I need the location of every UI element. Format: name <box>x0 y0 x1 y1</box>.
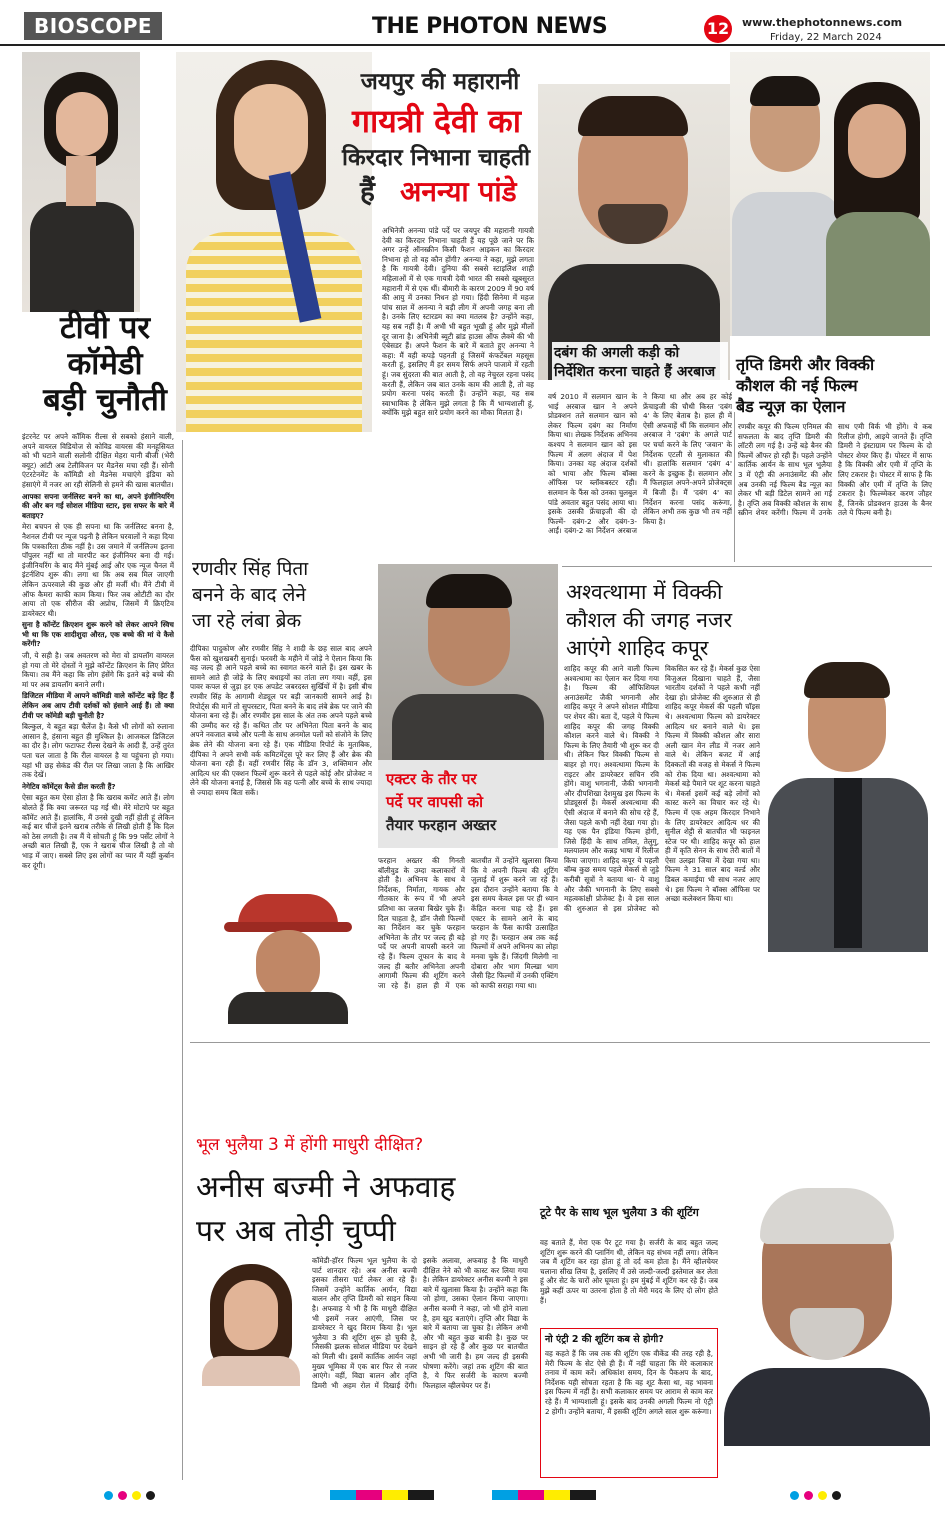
bhool-divider <box>190 1042 930 1043</box>
ananya-headline-line2: गायत्री देवी का <box>352 102 522 140</box>
color-mark <box>146 1491 155 1500</box>
column-rule <box>182 440 183 1480</box>
farhan-headline: एक्टर के तौर पर पर्दे पर वापसी को तैयार फरहान अख्तर <box>386 770 497 834</box>
print-color-marks <box>0 1484 945 1508</box>
color-mark <box>382 1490 408 1500</box>
color-mark <box>104 1491 113 1500</box>
bhool-headline: अनीस बज्मी ने अफवाह पर अब तोड़ी चुप्पी <box>196 1170 456 1249</box>
shahid-body: शाहिद कपूर की आने वाली फिल्म अश्वत्थामा का ऐलान कर दिया गया है। फिल्म की ऑफिशियल अनाउंसमेंट जैकी भगनानी और शाहिद कपूर ने अपने सोशल मीडिया पर शेयर की। बता दें, पहले ये फिल्म शाहिद कपूर की जगह विक्की कौशल करने वाले थे। विक्की ने फिल्म के लिए तैयारी भी शुरू कर दी थी। लेकिन फिर विक्की फिल्म से बाहर हो गए। अश्वत्थामा फिल्म के राइटर और डायरेक्टर सचिन रवि होंगे। वाशु भगनानी, जैकी भगनानी और दीपशिखा देशमुख इस फिल्म के प्रोड्यूसर्स हैं। मेकर्स अश्वत्थामा की ऐसी अंदाज में बनाने की सोच रहे हैं, जैसा पहले कभी नहीं देखा गया हो। यह एक पैन इंडिया फिल्म होगी, जिसे हिंदी के साथ तमिल, तेलुगु, मलयालम और कन्नड़ भाषा में रिलीज किया जाएगा। शाहिद कपूर ये पहली बॉम्ब कुछ समय पहले मेकर्स से जुड़े करीबी सूत्रों ने बताया था- ये वाशु और जैकी भगनानी के लिए सबसे महत्वकांक्षी प्रोजेक्ट है। वे इस साल की शुरुआत से इस प्रोजेक्ट को विकसित कर रहे हैं। मेकर्स कुछ ऐसा विजुअल दिखाना चाहते हैं, जैसा भारतीय दर्शकों ने पहले कभी नहीं देखा हो। प्रोजेक्ट की शुरुआत से ही शाहिद कपूर मेकर्स की पहली चॉइस थे। अश्वत्थामा फिल्म को डायरेक्टर आदित्य धर बनाने वाले थे। इस फिल्म में विक्की कौशल और सारा अली खान मेन लीड में नजर आने वाले थे। लेकिन बजट में आई दिक्कतों की वजह से मेकर्स ने फिल्म को रोक दिया था। अश्वत्थामा को मेकर्स बड़े पैमाने पर शूट करना चाहते थे। मेकर्स इसमें कई बड़े लोगों को कास्ट करने का विचार कर रहे थे। फिल्म में एक अहम किरदार निभाने के लिए डायरेक्टर आदित्य धर की सुनील शेट्टी से बातचीत भी फाइनल स्टेज पर थी। शाहिद कपूर को हाल ही में कृति सेनन के साथ तेरी बातों में ऐसा उलझा जिया में देखा गया था। फिल्म ने 31 साल बाद वर्ल्ड और डिबल कमाईया भी साथ नजर आए थे। इस फिल्म ने बॉक्स ऑफिस पर अच्छा कलेक्शन किया था। <box>564 664 760 913</box>
color-mark <box>132 1491 141 1500</box>
bhool-kicker: भूल भुलैया 3 में होंगी माधुरी दीक्षित? <box>196 1135 424 1155</box>
bhool-body-2: वह बताते हैं, मेरा एक पैर टूट गया है। सर्जरी के बाद बहुत जल्द शूटिंग शुरू करने की प्लानिंग थी, लेकिन यह संभव नहीं लगा। लेकिन जब मैं शूटिंग कर रहा होता हूं तो दर्द कम होता है। मैंने व्हीलचेयर चलाना सीख लिया है, इसलिए मैं उसे जल्दी-जल्दी इस्तेमाल कर लेता हूं और सेट के चारों ओर घूमता हूं। हम मुंबई में शूटिंग कर रहे हैं। जब मुझे कहीं ऊपर या उतरना होता है तो मेरी मदद के लिए दो लोग होते हैं। <box>540 1238 718 1305</box>
arbaaz-body: वर्ष 2010 में सलमान खान के भाई अरबाज खान ने अपने प्रोडक्शन तले सलमान खान को लेकर फिल्म दबंग का निर्माण किया था। लेखक निर्देशक अभिनव कश्यप ने सलमान खान को इस फिल्म में अलग अंदाज में पेश किया। उनका यह अंदाज दर्शकों को भाया और फिल्म बॉक्स ऑफिस पर ब्लॉकबस्टर रही। सलमान के फैंस को उनका चुलबुल पांडे अवतार बहुत पसंद आया था। इसके उसकी फ्रेंचाइजी की दो फिल्में- दबंग-2 और दबंग-3-आईं। दबंग-2 का निर्देशन अरबाज ने किया था और अब हर कोई फ्रेंचाइजी की चौथी किस्त 'दबंग 4' के लिए बेताब है। हाल ही में ऐसी अफवाहें थीं कि सलमान और अरबाज ने 'दबंग' के अगले पार्ट पर चर्चा करने के लिए 'जवान' के निर्देशक एटली से मुलाकात की थी। हालांकि सलमान 'दबंग 4' करने के इच्छुक हैं। सलमान और मैं फिलहाल अपने-अपने प्रोजेक्ट्स में बिजी हैं। मैं 'दबंग 4' का निर्देशन करना पसंद करूंगा, लेकिन अभी तक कुछ भी तय नहीं किया है। <box>548 392 732 536</box>
madhuri-photo <box>196 1256 306 1386</box>
arbaaz-photo <box>538 84 730 380</box>
shahid-photo <box>748 652 938 952</box>
tv-comedy-headline: टीवी पर कॉमेडी बड़ी चुनौती <box>43 310 167 418</box>
site-url[interactable]: www.thephotonnews.com <box>742 16 903 29</box>
bhool-subhead: टूटे पैर के साथ भूल भुलैया 3 की शूटिंग <box>540 1206 699 1219</box>
color-mark <box>544 1490 570 1500</box>
shahid-headline: अश्वत्थामा में विक्की कौशल की जगह नजर आएंगे शाहिद कपूर <box>566 580 733 660</box>
page-number-badge: 12 <box>704 15 732 43</box>
saloni-photo <box>22 52 140 312</box>
ananya-headline-line4b: अनन्या पांडे <box>400 175 517 208</box>
tripti-body: रणबीर कपूर की फिल्म एनिमल की सफलता के बाद तृप्ति डिमरी की लॉटरी लग गई है। उन्हें बड़े बैनर की फिल्में ऑफर हो रही हैं। पहले उन्होंने कार्तिक आर्यन के साथ भूल भुलैया 3 में एंट्री की अनाउंसमेंट की और अब उनकी नई फिल्म बैड न्यूज़ का लेकर भी बड़ी डिटेल सामने आ गई है। तृप्ति अब विक्की कौशल के साथ स्क्रीन शेयर करेंगी। फिल्म में उनके साथ एमी विर्क भी होंगे। ये कब रिलीज होगी, आइये जानते हैं। तृप्ति डिमरी ने इंस्टाग्राम पर फिल्म के दो पोस्टर शेयर किए हैं। पोस्टर में साफ है कि विक्की और एमी में तृप्ति के लिए टकरार है। पोस्टर में साफ है कि विक्की और एमी में तृप्ति के लिए टकरार है। फिल्म्मेकर करण जौहर हैं, जिनके प्रोडक्शन हाउस के बैनर तले ये फिल्म बनी है। <box>738 422 932 518</box>
farhan-body: फरहान अख्तर की गिनती बॉलीवुड के उम्दा कलाकारों में होती है। अभिनय के साथ वे निर्देशक, निर्माता, गायक और गीतकार के रूप में भी अपने प्रतिभा का जलवा बिखेर चुके हैं। दिल चाहता है, डॉन जैसी फिल्मों का निर्देशन कर चुके फरहान अभिनेता के तौर पर जल्द ही बड़े पर्दे पर अपनी वापसी करने जा रहे हैं। फिल्म तूफान के बाद वे जल्द ही बतौर अभिनेता अपनी आगामी फिल्म की शूटिंग करने जा रहे हैं। हाल ही में एक बातचीत में उन्होंने खुलासा किया कि वे अपनी फिल्म की शूटिंग जुलाई में शुरू करने जा रहे हैं। इस दौरान उन्होंने बताया कि वे इस समय केवल इस पर ही ध्यान केंद्रित करना चाह रहे हैं। इस एक्टर के सामने आने के बाद फरहान के फैंस काफी उत्साहित हो गए हैं। फरहान अब तक कई फिल्मों में अपने अभिनय का लोहा मनवा चुके हैं। जिंदगी मिलेगी ना दोबारा और भाग मिल्खा भाग जैसी हिट फिल्मों में उनकी एक्टिंग को काफी सराहा गया था। <box>378 856 558 990</box>
color-mark <box>118 1491 127 1500</box>
ranveer-headline: रणवीर सिंह पिता बनने के बाद लेने जा रहे लंबा ब्रेक <box>192 558 309 632</box>
color-mark <box>804 1491 813 1500</box>
ranveer-body: दीपिका पादुकोण और रणवीर सिंह ने शादी के छह साल बाद अपने फैंस को खुशखबरी सुनाई। फरवरी के महीने में जोड़े ने ऐलान किया कि वह जल्द ही आने पहले बच्चे का स्वागत करने वाले हैं। इस खबर के सामने आते ही जोड़े के लिए बधाइयों का तांता लग गया। वहीं, इस पावर कपल से जुड़ा हर एक अपडेट जबरदस्त सुर्खियों में है। इसी बीच रणवीर सिंह के आगामी शेड्यूल पर बड़ी जानकारी सामने आई है। रिपोर्ट्स की मानें तो सुपरस्टार, पिता बनने के बाद लंबे ब्रेक पर जाने की योजना बना रहे हैं। और रणवीर इस साल के अंत तक अपने पहले बच्चे की उम्मीद कर रहे हैं। कथित तौर पर अभिनेता पिता बनने के बाद अपने नवजात बच्चे और पत्नी के साथ अनमोल पलों को संजोने के लिए ब्रेक लेने की योजना बना रहे हैं। एक मीडिया रिपोर्ट के मुताबिक, दीपिका ने अपने सभी वर्क कमिटमेंट्स पूरे कर लिए हैं और ब्रेक की योजना बना रही हैं। वहीं रणवीर सिंह के डॉन 3, शक्तिमान और आदित्य धर की एक्शन फिल्में शुरू करने से पहले कोई और प्रोजेक्ट न लेने की योजना बनाई है, जिससे कि वह पत्नी और बच्चे के साथ ज्यादा से ज्यादा समय बिता सकें। <box>190 644 372 797</box>
tripti-vicky-photo <box>730 52 930 336</box>
bhool-body-1-cont <box>540 1140 718 1196</box>
tripti-headline: तृप्ति डिमरी और विक्की कौशल की नई फिल्म बैड न्यूज़ का ऐलान <box>736 355 875 416</box>
color-mark <box>408 1490 434 1500</box>
color-mark <box>518 1490 544 1500</box>
color-mark <box>492 1490 518 1500</box>
column-rule <box>562 566 932 567</box>
issue-date: Friday, 22 March 2024 <box>770 32 882 43</box>
section-tag: BIOSCOPE <box>24 12 162 40</box>
no-entry-box-body: वह कहते हैं कि जब तक की शूटिंग एक वीकेंड की तरह रही है, मेरी फिल्म के सेट ऐसे ही हैं। मैं नहीं चाहता कि मेरे कलाकार तनाव में काम करें। अधिकांश समय, दिन के पैकअप के बाद, निर्देशक यही सोचता रहता है कि वह शूट कैसा था, वह भावना इस फिल्म में नहीं है। सभी कलाकार समय पर आराम से काम कर रहे हैं। मैं भाग्यशाली हूं। इसके बाद उनकी अगली फिल्म नो एंट्री 2 होगी। उन्होंने बताया, मैं इसकी शूटिंग अगले साल शुरू करूंगा। <box>545 1349 713 1416</box>
ananya-body: अभिनेत्री अनन्या पांडे पर्दे पर जयपुर की महारानी गायत्री देवी का किरदार निभाना चाहती हैं यह पूछे जाने पर कि अगर उन्हें ऑनस्क्रीन किसी फैशन आइकन का किरदार निभाना हो तो वह कौन होंगी? अनन्या ने कहा, मुझे लगता है कि गायत्री देवी। दुनिया की सबसे स्टाइलिश शाही महिलाओं में से एक गायत्री देवी भारत की सबसे खूबसूरत महारानी में से एक थीं। बीमारी के कारण 2009 में 90 वर्ष की आयु में उनका निधन हो गया। हिंदी सिनेमा में महज पांच साल में अनन्या ने बड़ी लीग में अपनी जगह बना ली है। उनके लिए स्टारडम का क्या मतलब है? उन्होंने कहा, यह सब नहीं है। मैं अभी भी बहुत भूखी हूं और मुझे मीलों दूर जाना है। अभिनेत्री ब्यूटी ब्रांड हाउस ऑफ लैक्मे की भी एंबेसडर हैं। अपने फैशन के बारे में बताते हुए अनन्या ने कहा: मैं वही कपड़े पहनती हूं जिसमें कंफर्टेबल महसूस करती हूं, इसलिए मैं हर समय सिर्फ अपने पाजामे में रहती हूं। जब सुंदरता की बात आती है, तो वह नेचुरल रहना पसंद करती हैं, लेकिन जब बात उनके काम की आती है, तो वह प्रयोग करना पसंद करती हैं। उन्होंने कहा, यह सब स्वाभाविक है लेकिन मुझे लगता है कि मैं भाग्यशाली हूं, क्योंकि मुझे बहुत सारे प्रयोग करने का मौका मिलता है। <box>382 226 534 418</box>
color-mark <box>832 1491 841 1500</box>
tv-comedy-body: इंटरनेट पर अपने कॉमिक रील्स से सबको हंसाने वाली, अपने वायरल विडियोज से कोविड वायरस की मनहूसियत को भी घटाने वाली सलोनी दीक्षित मेहरा यानी बीजी (भेरी क्यूट) आंटी अब टेलीविजन पर मैडनेस मचा रही हैं। सोनी एंटरटेनमेंट के कॉमिडी शो मैडनेस मचाएंगे इंडिया को हंसाएंगे में नजर आ रही सेलिनी से हमने की खास बातचीत। आपका सपना जर्नलिस्ट बनने का था, अपने इंजीनियरिंग की और बन गईं सोशल मीडिया स्टार, इस सफर के बारे में बताइए? मेरा बचपन से एक ही सपना था कि जर्नलिस्ट बनना है, नैशनल टीवी पर न्यूज पढ़नी है लेकिन घरवालों ने कहा दिया कि पत्रकारिता ठीक नहीं है। उस जमाने में जर्नलिज्म इतना पॉपुलर नहीं था तो मारपीट कर इंजीनियर बना दी गई। इंजीनियरिंग के बाद मैंने मुंबई आई और एक न्यूज चैनल में इंटर्नशिप शुरू की। लगा था कि अब सब मिल जाएगी लेकिन ऊपरवाले की कुछ और ही मर्जी थी। मैंने टीवी में ऑफ कैमरा काफी काम किया। फिर जब ओटीटी का दौर आया तो एक सीरीज की अप्रोच, जिसमें मैं क्रिएटिव डायरेक्टर थी। सुना है कॉन्टेंट क्रिएशन शुरू करने को लेकर आपने स्विच भी था कि एक शादीशुदा औरत, एक बच्चे की मां ये कैसे करेंगी? जी, ये सही है। जब अवतरण को मेरा वो डायलॉग वायरल हो गया तो मेरे दोस्तों ने मुझे कॉन्टेंट क्रिएशन के लिए प्रेरित किया। तब मैंने कहा कि लोग हंसेंगे कि इतने बड़े बच्चे की मां पर अब डायलॉग बनाने लगी। डिजिटल मीडिया में आपने कॉमिडी वाले कॉन्टेंट बड़े हिट हैं लेकिन अब आप टीवी दर्शकों को हंसाने आई हैं। तो क्या टीवी पर कॉमेडी बड़ी चुनौती है? बिल्कुल, ये बहुत बड़ा चैलेंज है। कैसे भी लोगों को रुलाना आसान है, हंसाना बहुत ही मुश्किल है। आजकल डिजिटल का दौर है। लोग फटाफट रील्स देखने के आदी हैं, उन्हें तुरंत पता चल जाता है कि रील वायरल है या पहुंचना हो गया। यहां भी छह सेकंड की रील पर लिखा जाता है कि आखिर तक देखें। नेगेटिव कॉमेंट्स कैसे डील करती हैं? ऐसा बहुत कम ऐसा होता है कि खराब कमेंट आते हैं। लोग बोलते हैं कि क्या जरूरत पड़ गई थी। मेरे मोटापे पर बहुत कॉमेंट आते हैं। हालांकि, मैं उनसे दुखी नहीं होती हूं लेकिन कई बार चीजें इतने खराब तरीके से लिखी होती हैं कि दिल को ठेस लगती है। तब मैं ये सोचती हूं कि 99 पर्सेंट लोगों ने अच्छी बात लिखी हैं, एक ने खराब चीज लिखी है तो वो भाड़ में जाए। सबसे लिए इस लोगों का प्यार मैं यहीं कुर्बान कर दूंगी। <box>22 432 174 870</box>
page-header <box>0 0 945 46</box>
ananya-headline-line4a: हैं <box>360 175 375 208</box>
color-mark <box>570 1490 596 1500</box>
color-mark <box>790 1491 799 1500</box>
arbaaz-headline: दबंग की अगली कड़ी को निर्देशित करना चाहते हैं अरबाज <box>552 342 728 384</box>
farhan-photo <box>378 564 558 760</box>
no-entry-box-title: नो एंट्री 2 की शूटिंग कब से होगी? <box>545 1334 664 1345</box>
no-entry-box <box>540 1328 718 1478</box>
anees-photo <box>720 1178 934 1446</box>
ranveer-photo <box>198 892 374 1024</box>
ananya-headline: जयपुर की महारानी <box>360 69 520 95</box>
bhool-body-1: कॉमेडी-हॉरर फिल्म भूल भुलैया के दो पार्ट शानदार रहे। अब अनीस बज्मी इसका तीसरा पार्ट लेकर आ रहे हैं। जिसमें उन्होंने कार्तिक आर्यन, विद्या बालन और तृप्ति डिमरी को साइन किया है। अफवाह ये भी है कि माधुरी दीक्षित भी इसमें नजर आएंगी, जिस पर डायरेक्टर ने खुद विराम किया है। भूल भुलैया 3 की शूटिंग शुरू हो चुकी है, जिसकी झलक सोशल मीडिया पर देखने को मिली थी। इसमें कार्तिक आर्यन जहां मुख्य भूमिका में एक बार फिर से नजर आएंगे। वहीं, विद्या बालन और तृप्ति डिमरी भी अहम रोल में दिखाई देंगी। इसके अलावा, अफवाह है कि माधुरी दीक्षित नेने को भी कास्ट कर लिया गया है। लेकिन डायरेक्टर अनीस बज्मी ने इस बारे में खुलासा किया है। उन्होंने कहा कि जो होगा, उसका ऐलान किया जाएगा। अनीस बज्मी ने कहा, जो भी होने वाला है, हम खुद बताएंगे। तृप्ति और विद्या के बारे में बताया जा चुका है। लेकिन अभी और भी बहुत कुछ बाकी है। कुछ पर साइन हो रहे हैं और कुछ पर बातचीत अभी भी जारी है। हम जल्द ही इसकी घोषणा करेंगे। जहां तक शूटिंग की बात है, ये फिर सर्जरी के कारण बज्मी फिलहाल व्हीलचेयर पर हैं। <box>312 1256 528 1390</box>
ananya-headline-line3: किरदार निभाना चाहती <box>342 145 531 171</box>
masthead-brand: THE PHOTON NEWS <box>372 14 608 39</box>
column-rule <box>734 412 735 562</box>
color-mark <box>330 1490 356 1500</box>
ananya-photo <box>176 52 372 432</box>
color-mark <box>818 1491 827 1500</box>
color-mark <box>356 1490 382 1500</box>
